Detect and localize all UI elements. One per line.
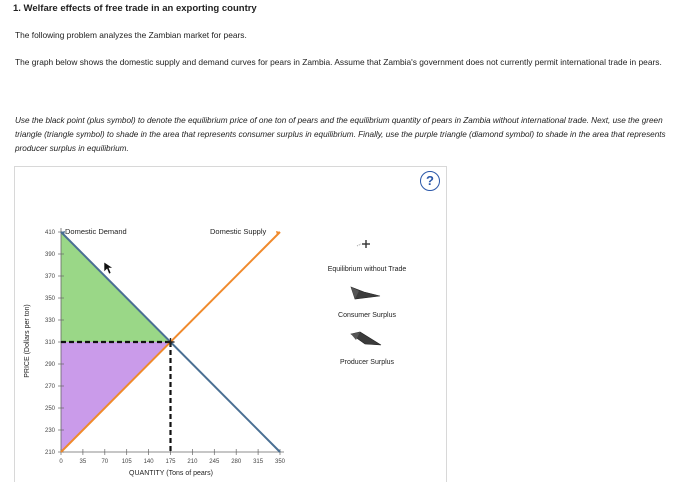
x-tick-label: 140 [143, 459, 154, 465]
y-tick-label: 230 [44, 428, 55, 434]
y-tick-label: 350 [44, 296, 55, 302]
supply-curve-label: Domestic Supply [210, 227, 267, 236]
producer-surplus-tool[interactable] [351, 332, 381, 345]
x-tick-label: 350 [274, 459, 286, 465]
chart-layer[interactable] [45, 228, 286, 465]
consumer-surplus-legend-label: Consumer Surplus [338, 312, 396, 319]
y-tick-label: 270 [44, 384, 55, 390]
question-description: The graph below shows the domestic supply and demand curves for pears in Zambia. Assume that Zambia's government does not currently permit international trade in pears. [15, 57, 662, 67]
x-tick-label: 175 [165, 459, 176, 465]
demand-curve-label: Domestic Demand [65, 227, 127, 236]
consumer-surplus-tool[interactable] [351, 287, 380, 299]
y-tick-label: 210 [44, 450, 55, 456]
x-tick-label: 35 [79, 459, 87, 465]
y-tick-label: 290 [44, 362, 55, 368]
x-tick-label: 280 [231, 459, 242, 465]
x-axis-title: QUANTITY (Tons of pears) [129, 470, 213, 477]
y-tick-label: 310 [44, 340, 55, 346]
y-tick-label: 390 [44, 252, 55, 258]
x-tick-label: 245 [209, 459, 220, 465]
x-tick-label: 105 [121, 459, 132, 465]
producer-surplus-legend-label: Producer Surplus [339, 359, 395, 366]
question-instructions: Use the black point (plus symbol) to denote the equilibrium price of one ton of pears and the equilibrium quantity of pears in Zambia without international trade. Next, use the green triangle (triangle symbol) to shade in the area that represents consumer surplus in equilibrium. Finally, use the purple triangle (diamond symbol) to shade in the area that represents producer surplus in equilibrium. [15, 116, 666, 153]
mouse-cursor-icon [104, 262, 113, 274]
y-tick-label: 330 [44, 318, 55, 324]
x-tick-label: 0 [59, 459, 63, 465]
y-axis-title: PRICE (Dollars per ton) [24, 304, 31, 378]
equilibrium-legend-label: Equilibrium without Trade [327, 266, 407, 273]
help-button[interactable]: ? [420, 171, 440, 191]
equilibrium-tool[interactable] [357, 240, 370, 248]
x-tick-label: 70 [101, 459, 109, 465]
x-tick-label: 210 [187, 459, 198, 465]
legend [328, 240, 407, 366]
question-intro: The following problem analyzes the Zambian market for pears. [15, 30, 247, 40]
y-tick-label: 250 [44, 406, 55, 412]
x-tick-label: 315 [253, 459, 264, 465]
y-tick-label: 410 [44, 230, 55, 236]
y-tick-label: 370 [44, 274, 55, 280]
question-title: 1. Welfare effects of free trade in an exporting country [13, 3, 257, 14]
